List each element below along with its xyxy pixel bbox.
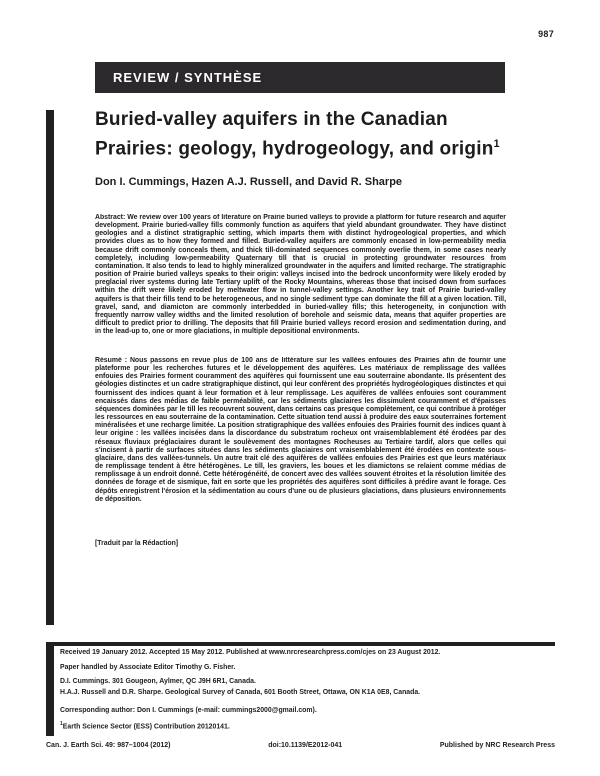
abstract-paragraph xyxy=(95,214,506,347)
affiliation-russell-sharpe-names: H.A.J. Russell and D.R. Sharpe. xyxy=(60,689,164,696)
resume-label: Résumé : xyxy=(95,357,128,364)
ess-footnote-marker: 1 xyxy=(60,721,63,727)
footer-doi: doi:10.1139/E2012-041 xyxy=(268,742,343,749)
affiliation-cummings-address: 301 Gougeon, Aylmer, QC J9H 6R1, Canada. xyxy=(110,678,256,685)
affiliation-cummings-name: D.I. Cummings. xyxy=(60,678,111,685)
ess-contribution-text: Earth Science Sector (ESS) Contribution 20120141. xyxy=(62,723,230,731)
article-title xyxy=(95,108,530,161)
footer-publisher: Published by NRC Research Press xyxy=(439,742,555,749)
left-watermark-bar xyxy=(46,110,54,625)
footer-citation: Can. J. Earth Sci. 49: 987–1004 (2012) xyxy=(46,742,171,749)
author-line: Don I. Cummings, Hazen A.J. Russell, and David R. Sharpe xyxy=(95,176,403,188)
banner-label: REVIEW / SYNTHÈSE xyxy=(113,70,263,85)
resume-text: Nous passons en revue plus de 100 ans de littérature sur les vallées enfouies des Prairies afin de fournir une plateforme pour les recherches futures et le développement des aquifères. Les matériaux de remplissage des vallées enfouies des Prairies forment couramment des aquifères qui fournissent une eau souterraine abondante. Ils présentent des géologies distinctes et un cadre stratigraphique distinct, qui leur confèrent des propriétés hydrogéologiques distinctes et qui fournissent des indices quant à leur formation et à leur remplissage. Les aquifères de vallées enfouies sont couramment encaissés dans des médias de faible perméabilité, car les sédiments glaciaires les dissimulent couramment et d'épaisses séquences dominées par le till les recouvrent souvent, dans certains cas presque complètement, ce qui contribue à protéger les ressources en eau souterraine de la contamination. Cette situation tend aussi à produire des eaux souterraines fortement minéralisées et une recharge limitée. La position stratigraphique des vallées enfouies des Prairies fournit des indices quant à leur origine : les vallées incisées dans la discordance du substratum rocheux ont vraisemblablement été érodées par des réseaux fluviaux préglaciaires durant le soulèvement des montagnes Rocheuses au Tertiaire tardif, alors que celles qui s'incisent à partir de surfaces situées dans les sédiments glaciaires ont vraisemblablement été érodées en contexte sous-glaciaire, dans des vallées-tunnels. Un autre trait clé des aquifères de vallées enfouies des Prairies est que leurs matériaux de remplissage tendent à être hétérogènes. Le till, les graviers, les boues et les diamictons se relaient comme médias de remplissage à un endroit donné. Cette hétérogénéité, de concert avec des vallées souvent étroites et la résolution limitée des données de forage et de sismique, fait en sorte que les propriétés des aquifères sont difficiles à prédire avant le forage. Ces dépôts enregistrent l'érosion et la sédimentation au cours d'une ou de plusieurs glaciations, dans plusieurs environnements de déposition. xyxy=(95,357,506,503)
abstract-label: Abstract: xyxy=(95,214,126,221)
page-number: 987 xyxy=(538,29,554,39)
affiliation-cummings xyxy=(60,678,552,686)
corresponding-author-email: Don I. Cummings (e-mail: cummings2000@gmail.com). xyxy=(135,707,317,714)
resume-paragraph xyxy=(95,357,506,529)
review-section-banner xyxy=(95,62,505,93)
translation-note: [Traduit par la Rédaction] xyxy=(95,540,179,547)
corresponding-author-line xyxy=(60,707,552,715)
footnote-divider-rule xyxy=(46,642,555,646)
affiliation-russell-sharpe xyxy=(60,689,552,697)
article-title-text: Buried-valley aquifers in the Canadian Prairies: geology, hydrogeology, and origin xyxy=(95,109,494,160)
title-footnote-marker: 1 xyxy=(493,138,500,150)
page-footer xyxy=(46,742,555,749)
ess-contribution-line xyxy=(60,720,552,732)
paper-handled-line: Paper handled by Associate Editor Timothy G. Fisher. xyxy=(60,664,236,671)
affiliation-russell-sharpe-address: Geological Survey of Canada, 601 Booth Street, Ottawa, ON K1A 0E8, Canada. xyxy=(163,689,421,696)
abstract-text: We review over 100 years of literature on Prairie buried valleys to provide a platform for future research and aquifer development. Prairie buried-valley fills commonly function as aquifers that yield abundant groundwater. They have distinct geologies and a distinct stratigraphic setting, which imparts them with distinct hydrogeological properties, and which provides clues as to how they formed and filled. Buried-valley aquifers are commonly encased in low-permeability media because drift commonly conceals them, and thick till-dominated sequences commonly overlie them, in some cases nearly completely, including low-permeability Quaternary till that is crucial in protecting groundwater resources from contamination. It also tends to lead to highly mineralized groundwater in the aquifers and limited recharge. The stratigraphic position of Prairie buried valleys speaks to their origin: valleys incised into the bedrock unconformity were likely eroded by preglacial river systems during late Tertiary uplift of the Rocky Mountains, whereas those that incised down from surfaces within the drift were likely eroded by meltwater flow in tunnel-valley settings. Another key trait of Prairie buried-valley aquifers is that their fills tend to be heterogeneous, and no single sediment type can dominate the fill at a given location. Till, gravel, sand, and diamicton are commonly interbedded in buried-valley fills; this heterogeneity, in conjunction with frequently narrow valley widths and the limited resolution of borehole and seismic data, means that aquifer properties are difficult to predict prior to drilling. The deposits that fill Prairie buried valleys record erosion and sedimentation during, and in the lead-up to, one or more glaciations, in multiple depositional environments. xyxy=(95,214,506,336)
corresponding-author-label: Corresponding author: xyxy=(60,707,136,714)
footnote-left-bar xyxy=(46,646,54,736)
received-accepted-line: Received 19 January 2012. Accepted 15 May 2012. Published at www.nrcresearchpress.com/cjes on 23 August 2012. xyxy=(60,649,441,656)
